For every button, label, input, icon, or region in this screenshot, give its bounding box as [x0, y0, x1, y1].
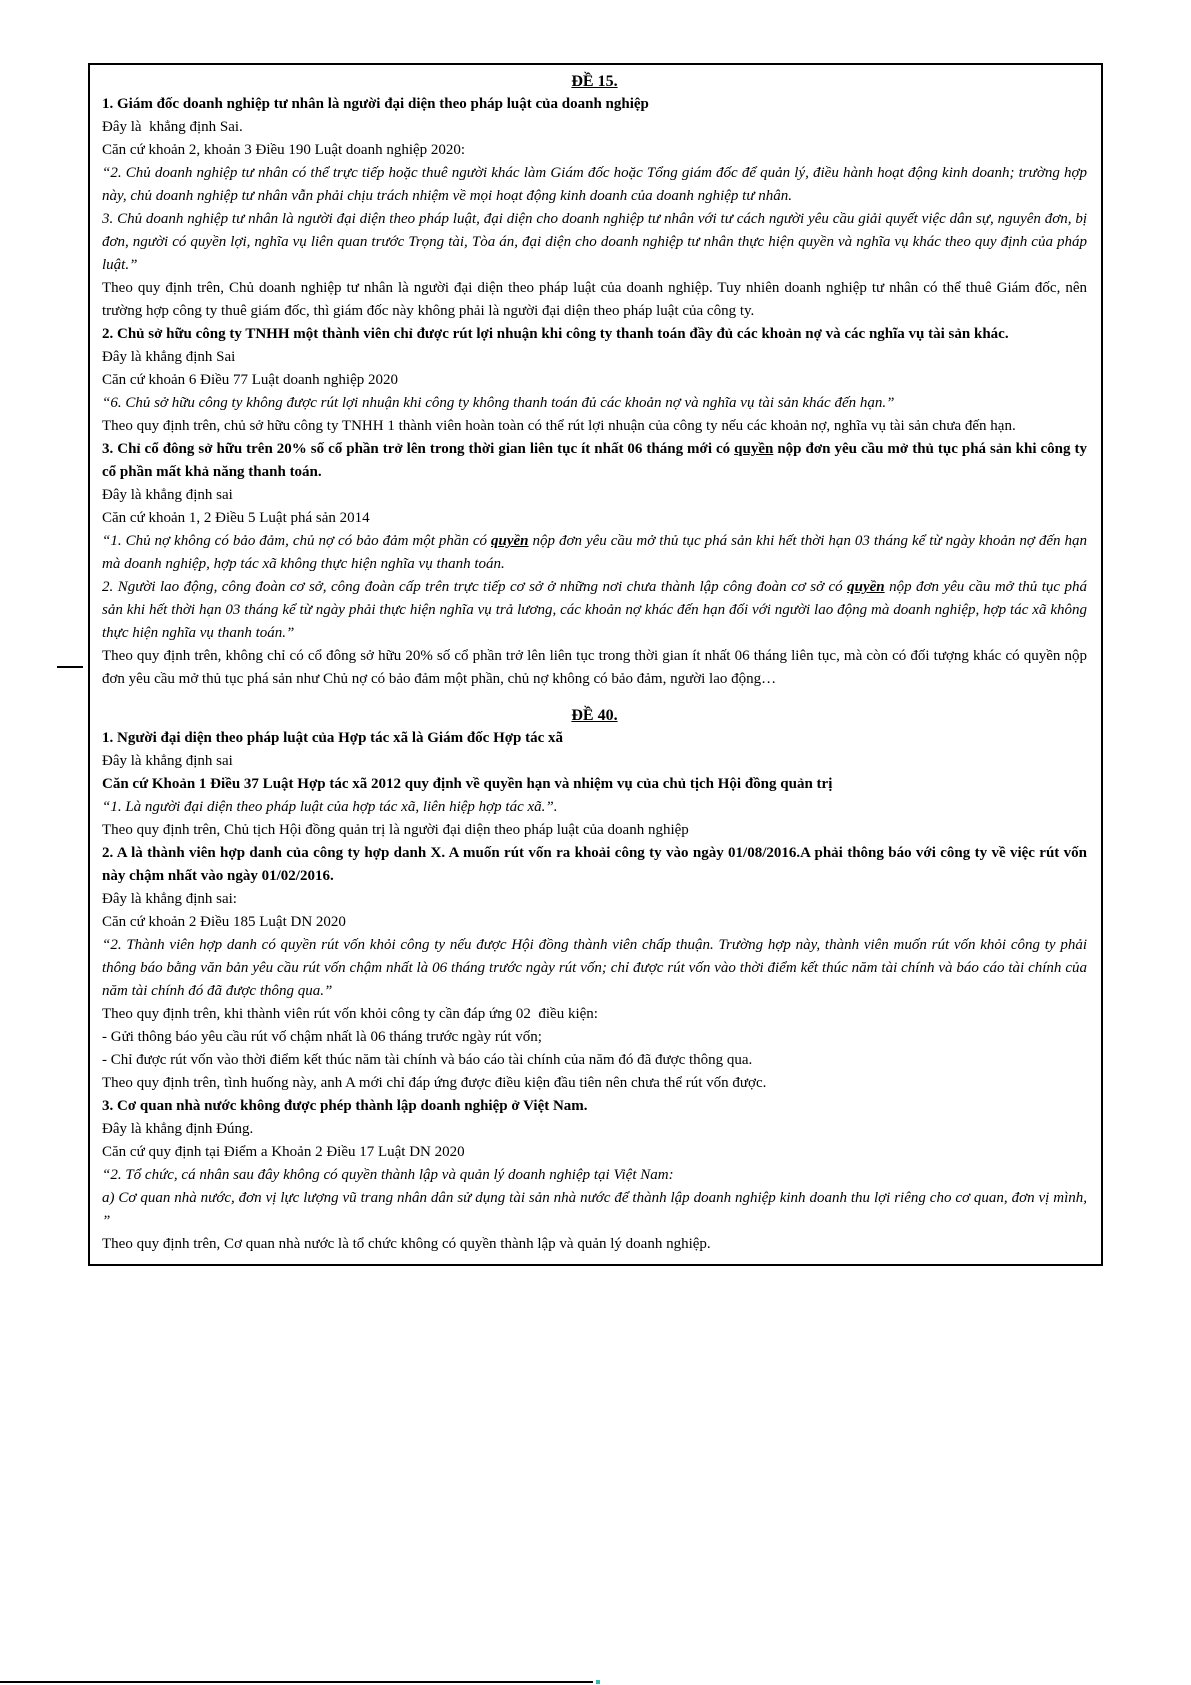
- text-run: Theo quy định trên, Chủ tịch Hội đồng quản trị là người đại diện theo pháp luật của doanh nghiệp: [102, 822, 689, 838]
- paragraph: [102, 1187, 1091, 1233]
- text-run: Căn cứ khoản 2, khoản 3 Điều 190 Luật doanh nghiệp 2020:: [102, 142, 466, 158]
- text-run: Theo quy định trên, tình huống này, anh A mới chỉ đáp ứng được điều kiện đầu tiên nên chưa thể rút vốn được.: [102, 1075, 767, 1091]
- paragraph: [102, 208, 1091, 277]
- paragraph: [102, 93, 1087, 116]
- paragraph: [102, 911, 1087, 934]
- bottom-edge-dot: [596, 1680, 600, 1684]
- text-run: nộp đơn yêu cầu mở thủ tục phá sản khi công ty cổ phần mất khả năng thanh toán.: [102, 441, 1091, 480]
- paragraph: [102, 1003, 1087, 1026]
- text-run: “2. Chủ doanh nghiệp tư nhân có thể trực tiếp hoặc thuê người khác làm Giám đốc hoặc Tổng giám đốc để quản lý, điều hành hoạt động kinh doanh; trường hợp này, chủ doanh nghiệp tư nhân vẫn phải chịu trách nhiệm về mọi hoạt động kinh doanh của doanh nghiệp tư nhân.: [102, 165, 1091, 204]
- paragraph: [102, 392, 1087, 415]
- text-run: Căn cứ Khoản 1 Điều 37 Luật Hợp tác xã 2012 quy định về quyền hạn và nhiệm vụ của chủ tịch Hội đồng quản trị: [102, 776, 833, 792]
- paragraph: [102, 773, 1087, 796]
- paragraph: [102, 888, 1087, 911]
- paragraph: [102, 507, 1087, 530]
- paragraph: [102, 1026, 1087, 1049]
- text-run: 3. Chủ doanh nghiệp tư nhân là người đại diện theo pháp luật, đại diện cho doanh nghiệp tư nhân với tư cách người yêu cầu giải quyết việc dân sự, nguyên đơn, bị đơn, người có quyền lợi, nghĩa vụ liên quan trước Trọng tài, Tòa án, đại diện cho doanh nghiệp tư nhân thực hiện quyền và nghĩa vụ khác theo quy định của pháp luật.”: [102, 211, 1091, 273]
- answer-sheet-box: [88, 63, 1103, 1266]
- text-run: Theo quy định trên, chủ sở hữu công ty TNHH 1 thành viên hoàn toàn có thể rút lợi nhuận của công ty nếu các khoản nợ, nghĩa vụ tài sản chưa đến hạn.: [102, 418, 1016, 434]
- text-run: “1. Là người đại diện theo pháp luật của hợp tác xã, liên hiệp hợp tác xã.”.: [102, 799, 558, 815]
- paragraph: [102, 369, 1087, 392]
- text-run: Theo quy định trên, Cơ quan nhà nước là tổ chức không có quyền thành lập và quản lý doanh nghiệp.: [102, 1236, 711, 1252]
- text-run: Đây là khẳng định sai: [102, 487, 233, 503]
- paragraph: [102, 162, 1091, 208]
- paragraph: [102, 934, 1091, 1003]
- text-run: Căn cứ khoản 6 Điều 77 Luật doanh nghiệp 2020: [102, 372, 398, 388]
- paragraph: [102, 323, 1087, 346]
- text-run: Căn cứ khoản 1, 2 Điều 5 Luật phá sản 2014: [102, 510, 370, 526]
- section-title: ĐỀ 15.: [571, 73, 618, 90]
- text-run: 2. Người lao động, công đoàn cơ sở, công đoàn cấp trên trực tiếp cơ sở ở những nơi chưa thành lập công đoàn cơ sở có: [102, 579, 848, 595]
- paragraph: [102, 1118, 1087, 1141]
- paragraph: [102, 116, 1087, 139]
- text-run: quyền: [847, 579, 885, 595]
- paragraph: [102, 750, 1087, 773]
- text-run: quyền: [734, 441, 774, 457]
- text-run: Đây là khẳng định sai:: [102, 891, 237, 907]
- text-run: Căn cứ quy định tại Điểm a Khoản 2 Điều 17 Luật DN 2020: [102, 1144, 465, 1160]
- text-run: Đây là khẳng định sai: [102, 753, 233, 769]
- text-run: “2. Tổ chức, cá nhân sau đây không có quyền thành lập và quản lý doanh nghiệp tại Việt Nam:: [102, 1167, 674, 1183]
- text-run: 2. A là thành viên hợp danh của công ty hợp danh X. A muốn rút vốn ra khoải công ty vào ngày 01/08/2016.A phải thông báo với công ty về việc rút vốn này chậm nhất vào ngày 01/02/2016.: [102, 845, 1091, 884]
- text-run: “1. Chủ nợ không có bảo đảm, chủ nợ có bảo đảm một phần có: [102, 533, 492, 549]
- text-run: nộp đơn yêu cầu mở thủ tục phá sản khi hết thời hạn 03 tháng kể từ ngày phải thực hiện nghĩa vụ trả lương, các khoản nợ khác đến hạn đối với người lao động mà doanh nghiệp, hợp tác xã không thực hiện nghĩa vụ thanh toán.”: [102, 579, 1091, 641]
- paragraph: [102, 277, 1091, 323]
- paragraph: [102, 484, 1087, 507]
- text-run: Đây là khẳng định Đúng.: [102, 1121, 254, 1137]
- exam-section: [102, 704, 1091, 1256]
- text-run: 1. Giám đốc doanh nghiệp tư nhân là người đại diện theo pháp luật của doanh nghiệp: [102, 96, 649, 112]
- paragraph: [102, 727, 1087, 750]
- paragraph: [102, 1095, 1087, 1118]
- paragraph: [102, 645, 1091, 691]
- paragraph: [102, 438, 1091, 484]
- bottom-edge-line: [0, 1681, 593, 1683]
- text-run: Đây là khẳng định Sai: [102, 349, 236, 365]
- text-run: 3. Chỉ cổ đông sở hữu trên 20% số cổ phần trở lên trong thời gian liên tục ít nhất 06 tháng mới có: [102, 441, 735, 457]
- text-run: 2. Chủ sở hữu công ty TNHH một thành viên chỉ được rút lợi nhuận khi công ty thanh toán đầy đủ các khoản nợ và các nghĩa vụ tài sản khác.: [102, 326, 1009, 342]
- paragraph: [102, 1233, 1087, 1256]
- sections: [102, 70, 1091, 1256]
- paragraph: [102, 139, 1087, 162]
- paragraph: [102, 415, 1087, 438]
- paragraph: [102, 530, 1091, 576]
- text-run: Căn cứ khoản 2 Điều 185 Luật DN 2020: [102, 914, 346, 930]
- paragraph: [102, 1072, 1087, 1095]
- paragraph: [102, 1164, 1087, 1187]
- text-run: a) Cơ quan nhà nước, đơn vị lực lượng vũ trang nhân dân sử dụng tài sản nhà nước để thành lập doanh nghiệp kinh doanh thu lợi riêng cho cơ quan, đơn vị mình, ”: [102, 1190, 1091, 1229]
- text-run: nộp đơn yêu cầu mở thủ tục phá sản khi hết thời hạn 03 tháng kể từ ngày khoản nợ đến hạn mà doanh nghiệp, hợp tác xã không thực hiện nghĩa vụ thanh toán.: [102, 533, 1091, 572]
- text-run: “2. Thành viên hợp danh có quyền rút vốn khỏi công ty nếu được Hội đồng thành viên chấp thuận. Trường hợp này, thành viên muốn rút vốn khỏi công ty phải thông báo bằng văn bản yêu cầu rút vốn chậm nhất là 06 tháng trước ngày rút vốn; chỉ được rút vốn vào thời điểm kết thúc năm tài chính và báo cáo tài chính của năm tài chính đó đã được thông qua.”: [102, 937, 1091, 999]
- section-title: ĐỀ 40.: [571, 707, 618, 724]
- text-run: “6. Chủ sở hữu công ty không được rút lợi nhuận khi công ty không thanh toán đủ các khoản nợ và nghĩa vụ tài sản khác đến hạn.”: [102, 395, 895, 411]
- paragraph: [102, 796, 1087, 819]
- text-run: quyền: [491, 533, 529, 549]
- text-run: Đây là khẳng định Sai.: [102, 119, 243, 135]
- text-run: 3. Cơ quan nhà nước không được phép thành lập doanh nghiệp ở Việt Nam.: [102, 1098, 588, 1114]
- paragraph: [102, 842, 1091, 888]
- text-run: Theo quy định trên, Chủ doanh nghiệp tư nhân là người đại diện theo pháp luật của doanh nghiệp. Tuy nhiên doanh nghiệp tư nhân có thể thuê Giám đốc, nên trường hợp công ty thuê giám đốc, thì giám đốc này không phải là người đại diện theo pháp luật của công ty.: [102, 280, 1091, 319]
- text-run: - Chỉ được rút vốn vào thời điểm kết thúc năm tài chính và báo cáo tài chính của năm đó đã được thông qua.: [102, 1052, 753, 1068]
- exam-section: [102, 70, 1091, 691]
- margin-dash-mark: [57, 666, 83, 668]
- paragraph: [102, 346, 1087, 369]
- paragraph: [102, 819, 1087, 842]
- text-run: 1. Người đại diện theo pháp luật của Hợp tác xã là Giám đốc Hợp tác xã: [102, 730, 564, 746]
- paragraph: [102, 1049, 1087, 1072]
- paragraph: [102, 576, 1091, 645]
- text-run: - Gửi thông báo yêu cầu rút vố chậm nhất là 06 tháng trước ngày rút vốn;: [102, 1029, 542, 1045]
- text-run: Theo quy định trên, khi thành viên rút vốn khỏi công ty cần đáp ứng 02 điều kiện:: [102, 1006, 598, 1022]
- paragraph: [102, 1141, 1087, 1164]
- text-run: Theo quy định trên, không chỉ có cổ đông sở hữu 20% số cổ phần trở lên liên tục trong thời gian ít nhất 06 tháng liên tục, mà còn có đối tượng khác có quyền nộp đơn yêu cầu mở thủ tục phá sản như Chủ nợ có bảo đảm một phần, chủ nợ không có bảo đảm, người lao động…: [102, 648, 1091, 687]
